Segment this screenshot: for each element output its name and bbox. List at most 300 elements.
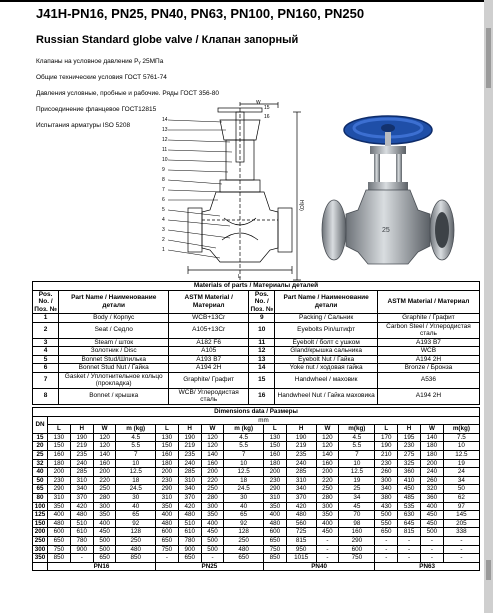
dimension-value: 310 [70, 476, 93, 485]
dimension-value: 140 [93, 450, 116, 459]
dimension-value: 500 [93, 536, 116, 545]
material-cell: Steam / шток [59, 338, 169, 347]
dimension-value: 400 [316, 519, 339, 528]
dimension-value: 310 [48, 493, 71, 502]
dimension-value: 480 [155, 519, 178, 528]
dimension-value: 160 [48, 450, 71, 459]
dimension-value: 150 [155, 442, 178, 451]
dimension-value: 485 [398, 493, 421, 502]
dimension-value: 420 [70, 502, 93, 511]
dimension-value: 480 [70, 511, 93, 520]
dimension-value: 18 [224, 476, 263, 485]
dimension-row [33, 511, 480, 520]
material-cell: Bonnet / крышка [59, 388, 169, 404]
dimension-value: 180 [421, 450, 444, 459]
dimension-value: 450 [93, 528, 116, 537]
drawing-part-number: 7 [162, 187, 165, 193]
dimension-value: 160 [263, 450, 286, 459]
dimension-value: 850 [116, 554, 155, 563]
dimension-value: 19 [339, 476, 375, 485]
material-cell: 1 [33, 314, 59, 323]
material-cell: Yoke nut / ходовая гайка [275, 364, 378, 373]
dimension-value: 725 [286, 528, 316, 537]
dimension-column-label: L [375, 425, 398, 434]
dimension-value: 550 [375, 519, 398, 528]
material-cell: WCB [377, 347, 479, 356]
dimension-value: 350 [316, 511, 339, 520]
dimension-value: 230 [398, 442, 421, 451]
dimension-value: 180 [421, 442, 444, 451]
drawing-dimension-l: L [238, 274, 241, 280]
dimension-value: - [201, 554, 224, 563]
dimension-value: - [421, 536, 444, 545]
drawing-part-number: 15 [264, 105, 270, 111]
dimension-value: 92 [116, 519, 155, 528]
dimension-value: 250 [224, 536, 263, 545]
dimension-value: 285 [70, 468, 93, 477]
dimensions-table [32, 407, 480, 571]
dimension-value: 850 [48, 554, 71, 563]
dimension-column-label: H [70, 425, 93, 434]
dimension-value: 350 [93, 511, 116, 520]
dimension-value: 219 [286, 442, 316, 451]
material-cell: Bonnet Stud/Шпилька [59, 355, 169, 364]
dimension-value: 230 [263, 476, 286, 485]
dimension-value: 120 [201, 433, 224, 442]
dimension-row [33, 433, 480, 442]
dimension-value: 360 [398, 468, 421, 477]
material-cell: 4 [33, 347, 59, 356]
dimension-value: 160 [339, 528, 375, 537]
material-cell: Packing / Сальник [275, 314, 378, 323]
dimension-column-label: m(kg) [339, 425, 375, 434]
material-cell: Handwheel Nut / Гайка маховика [275, 388, 378, 404]
material-cell: 7 [33, 372, 59, 388]
dimension-value: 190 [70, 433, 93, 442]
spec-line: Общие технические условия ГОСТ 5761-74 [36, 74, 167, 81]
dn-value: 32 [33, 459, 48, 468]
dimension-value: 240 [421, 468, 444, 477]
dimension-value: 5.5 [339, 442, 375, 451]
dimension-value: 500 [93, 545, 116, 554]
dimension-value: 62 [443, 493, 479, 502]
dimension-value: 290 [263, 485, 286, 494]
dimension-value: 10 [339, 459, 375, 468]
dimension-value: 260 [375, 468, 398, 477]
dimension-value: 25 [339, 485, 375, 494]
pressure-class-label: PN63 [375, 562, 480, 571]
dimension-value: 275 [398, 450, 421, 459]
dimension-value: 480 [286, 511, 316, 520]
spec-line: Присоединение фланцевое ГОСТ12815 [36, 106, 157, 113]
dimension-value: 430 [375, 502, 398, 511]
dimension-value: 45 [339, 502, 375, 511]
dimension-value: 190 [375, 442, 398, 451]
dimension-value: 290 [339, 536, 375, 545]
dimension-value: 750 [48, 545, 71, 554]
dimension-column-label: m(kg) [443, 425, 479, 434]
unit-label: mm [48, 416, 480, 425]
dimension-value: 92 [224, 519, 263, 528]
dimension-value: 560 [286, 519, 316, 528]
dimension-value: 34 [443, 476, 479, 485]
material-cell: WCB/ Углеродистая сталь [169, 388, 249, 404]
materials-caption: Materials of parts / Материалы деталей [33, 282, 480, 291]
dimension-value: 480 [224, 545, 263, 554]
dimension-value: 400 [48, 511, 71, 520]
dimension-value: 200 [316, 468, 339, 477]
dimension-value: 480 [116, 545, 155, 554]
dimension-value: 230 [375, 459, 398, 468]
material-cell: 14 [249, 364, 275, 373]
dimension-value: 250 [201, 485, 224, 494]
dimension-value: 480 [48, 519, 71, 528]
dimension-value: 250 [116, 536, 155, 545]
dimension-value: 420 [286, 502, 316, 511]
dimension-row [33, 528, 480, 537]
dimension-value: 4.5 [339, 433, 375, 442]
material-cell: 13 [249, 355, 275, 364]
column-header: Part Name / Наименование детали [59, 290, 169, 314]
dimension-value: 350 [48, 502, 71, 511]
dimension-value: 10 [224, 459, 263, 468]
dimension-value: 7.5 [443, 433, 479, 442]
dimension-value: - [316, 554, 339, 563]
dimension-value: 65 [224, 511, 263, 520]
dimension-value: 140 [316, 450, 339, 459]
dimension-row [33, 468, 480, 477]
valve-product-image [308, 106, 478, 281]
material-cell: 5 [33, 355, 59, 364]
dimension-value: 128 [224, 528, 263, 537]
dimension-value: 630 [398, 511, 421, 520]
dimension-value: 650 [263, 536, 286, 545]
dimension-value: 338 [443, 528, 479, 537]
dimension-value: 290 [155, 485, 178, 494]
material-cell: WCB+13Cr [169, 314, 249, 323]
dimension-value: 370 [70, 493, 93, 502]
column-header: Pos. No. / Поз. № [250, 290, 274, 313]
material-cell: A105 [169, 347, 249, 356]
pressure-class-label: PN16 [48, 562, 156, 571]
dimension-value: 40 [116, 502, 155, 511]
dimension-value: 300 [201, 502, 224, 511]
dimension-value: 650 [155, 536, 178, 545]
dimension-value: 240 [70, 459, 93, 468]
material-cell: 16 [249, 388, 275, 404]
dimension-value: 450 [201, 528, 224, 537]
dimension-value: 450 [421, 519, 444, 528]
drawing-dimension-h: H(O) [298, 200, 304, 211]
dimension-value: 350 [155, 502, 178, 511]
column-header: ASTM Material / Материал [377, 290, 479, 314]
material-row [33, 314, 480, 323]
dimension-value: 650 [178, 554, 201, 563]
dimension-value: 7 [224, 450, 263, 459]
material-cell: A194 2H [169, 364, 249, 373]
vertical-scrollbar[interactable] [484, 0, 493, 613]
material-cell: Золотник / Disc [59, 347, 169, 356]
dn-value: 250 [33, 536, 48, 545]
dimension-value: 400 [263, 511, 286, 520]
dimension-value: 280 [93, 493, 116, 502]
dimension-value: 160 [201, 459, 224, 468]
dimension-value: 24.5 [116, 485, 155, 494]
dimension-value: - [443, 554, 479, 563]
dimension-value: 645 [398, 519, 421, 528]
material-cell: Bonnet Stud Nut / Гайка [59, 364, 169, 373]
material-cell: Handwheel / маховик [275, 372, 378, 388]
dimension-value: 410 [398, 476, 421, 485]
column-header: Pos. No. / Поз. № [34, 290, 57, 313]
dimension-column-label: L [155, 425, 178, 434]
dimension-value: 190 [286, 433, 316, 442]
dn-value: 200 [33, 528, 48, 537]
dimension-value: 120 [201, 442, 224, 451]
dimension-value: 205 [443, 519, 479, 528]
drawing-part-number: 16 [264, 114, 270, 120]
drawing-part-number: 14 [162, 117, 168, 123]
valve-section-drawing [160, 100, 330, 285]
dn-value: 300 [33, 545, 48, 554]
dimension-value: 350 [201, 511, 224, 520]
material-cell: 2 [33, 322, 59, 338]
dimension-value: 240 [286, 459, 316, 468]
dimension-value: 750 [155, 545, 178, 554]
dimension-value: - [155, 554, 178, 563]
dimension-value: 600 [48, 528, 71, 537]
dimension-value: 340 [178, 485, 201, 494]
dimension-value: 950 [286, 545, 316, 554]
dimension-value: 10 [116, 459, 155, 468]
dimension-value: 340 [286, 485, 316, 494]
dimension-value: 210 [375, 450, 398, 459]
dimension-value: 235 [70, 450, 93, 459]
dimension-row [33, 545, 480, 554]
dimension-value: 600 [339, 545, 375, 554]
dimension-value: 500 [201, 536, 224, 545]
material-cell: 15 [249, 372, 275, 388]
dimension-value: 650 [93, 554, 116, 563]
dimension-value: 300 [375, 476, 398, 485]
dimension-column-label: W [201, 425, 224, 434]
dimension-value: 510 [178, 519, 201, 528]
dimension-value: 750 [263, 545, 286, 554]
dn-value: 80 [33, 493, 48, 502]
dimension-row [33, 502, 480, 511]
material-row [33, 372, 480, 388]
dimension-value: 145 [443, 511, 479, 520]
material-cell: 6 [33, 364, 59, 373]
dimension-row [33, 442, 480, 451]
footer-spacer [33, 562, 48, 571]
dimension-value: 535 [398, 502, 421, 511]
dimension-value: 325 [398, 459, 421, 468]
dimension-value: 480 [263, 519, 286, 528]
dimension-value: 19 [443, 459, 479, 468]
dimension-value: 150 [48, 442, 71, 451]
dimension-value: 160 [155, 450, 178, 459]
dimension-value: - [316, 545, 339, 554]
dimension-value: 290 [48, 485, 71, 494]
dimension-value: 500 [421, 528, 444, 537]
dimensions-caption: Dimensions data / Размеры [33, 408, 480, 417]
material-cell: A536 [377, 372, 479, 388]
dimension-value: 815 [398, 528, 421, 537]
dimension-value: 650 [224, 554, 263, 563]
dimension-value: 4.5 [224, 433, 263, 442]
dimension-column-label: H [286, 425, 316, 434]
dimension-row [33, 493, 480, 502]
dn-value: 65 [33, 485, 48, 494]
drawing-part-number: 5 [162, 207, 165, 213]
dimension-value: 340 [375, 485, 398, 494]
dimension-value: 12.5 [443, 450, 479, 459]
material-cell: 10 [249, 322, 275, 338]
dn-header: DN [33, 416, 48, 433]
pressure-class-label: PN40 [263, 562, 374, 571]
material-cell: Eyebolts Pin/штифт [275, 322, 378, 338]
dn-value: 20 [33, 442, 48, 451]
dimension-value: 610 [178, 528, 201, 537]
material-cell: Bronze / Бронза [377, 364, 479, 373]
dimension-value: 310 [155, 493, 178, 502]
dimension-value: 600 [263, 528, 286, 537]
dimension-value: 250 [93, 485, 116, 494]
dn-value: 50 [33, 476, 48, 485]
dimension-row [33, 450, 480, 459]
dimension-value: 70 [339, 511, 375, 520]
dn-value: 25 [33, 450, 48, 459]
dimension-value: 24 [443, 468, 479, 477]
dimension-value: 320 [421, 485, 444, 494]
dimension-value: 280 [316, 493, 339, 502]
material-cell: A194 2H [377, 355, 479, 364]
dimension-value: 220 [316, 476, 339, 485]
dimension-value: 219 [70, 442, 93, 451]
dimension-value: 219 [178, 442, 201, 451]
dimension-rows [33, 433, 480, 562]
drawing-part-number: 4 [162, 217, 165, 223]
top-rule [0, 0, 493, 2]
dimension-value: 310 [263, 493, 286, 502]
page-subtitle: Russian Standard globe valve / Клапан запорный [36, 34, 299, 46]
dimension-value: 815 [286, 536, 316, 545]
dimension-value: 50 [443, 485, 479, 494]
drawing-part-number: 10 [162, 157, 168, 163]
dimension-value: 40 [224, 502, 263, 511]
spec-line: Давления условные, пробные и рабочие. Ряды ГОСТ 356-80 [36, 90, 219, 97]
dimension-value: - [421, 554, 444, 563]
dimension-value: 300 [316, 502, 339, 511]
dimension-column-label: H [398, 425, 421, 434]
column-header: Part Name / Наименование детали [275, 290, 378, 314]
dimension-value: - [375, 536, 398, 545]
drawing-part-number: 1 [162, 247, 165, 253]
material-cell: Seat / Седло [59, 322, 169, 338]
dimension-value: 285 [178, 468, 201, 477]
drawing-part-number: 9 [162, 167, 165, 173]
material-cell: 3 [33, 338, 59, 347]
dimension-value: 450 [421, 511, 444, 520]
dimension-value: 5.5 [116, 442, 155, 451]
dimension-value: 220 [93, 476, 116, 485]
dimension-value: 195 [398, 433, 421, 442]
dimension-value: 120 [316, 442, 339, 451]
dimension-value: - [375, 554, 398, 563]
materials-rows [33, 314, 480, 405]
material-row [33, 364, 480, 373]
dimension-value: 30 [116, 493, 155, 502]
dimension-value: 350 [263, 502, 286, 511]
material-row [33, 322, 480, 338]
dimension-value: - [375, 545, 398, 554]
dimension-column-label: m (kg) [224, 425, 263, 434]
drawing-part-number: 6 [162, 197, 165, 203]
dn-value: 100 [33, 502, 48, 511]
material-cell: Eyebolt Nut / Гайка [275, 355, 378, 364]
dimension-value: 250 [316, 485, 339, 494]
dimension-value: 140 [201, 450, 224, 459]
dimension-row [33, 485, 480, 494]
dimension-value: 12.5 [116, 468, 155, 477]
dimension-value: 200 [155, 468, 178, 477]
dimension-value: - [443, 545, 479, 554]
dimension-value: 400 [155, 511, 178, 520]
dimension-value: 160 [93, 459, 116, 468]
dimension-value: 650 [48, 536, 71, 545]
dimension-value: 30 [224, 493, 263, 502]
dimension-row [33, 554, 480, 563]
dimension-value: - [316, 536, 339, 545]
dimension-value: 900 [178, 545, 201, 554]
material-cell: 12 [249, 347, 275, 356]
dimension-value: 360 [421, 493, 444, 502]
dimension-value: 500 [375, 511, 398, 520]
dimension-value: 235 [178, 450, 201, 459]
dimension-value: 12.5 [224, 468, 263, 477]
cast-body-marking: 25 [382, 227, 390, 234]
dimension-value: 18 [116, 476, 155, 485]
material-cell: A105+13Cr [169, 322, 249, 338]
dimension-value: 170 [375, 433, 398, 442]
dimension-value: 120 [316, 433, 339, 442]
drawing-part-number: 8 [162, 177, 165, 183]
dimension-value: 230 [155, 476, 178, 485]
pressure-class-footer [33, 562, 480, 571]
material-cell: 8 [33, 388, 59, 404]
drawing-part-number: 11 [162, 147, 168, 153]
dimension-value: - [398, 536, 421, 545]
dimension-column-label: W [316, 425, 339, 434]
dimension-value: 300 [93, 502, 116, 511]
dimension-value: 97 [443, 502, 479, 511]
dn-value: 40 [33, 468, 48, 477]
dimension-value: 130 [48, 433, 71, 442]
page-title: J41H-PN16, PN25, PN40, PN63, PN100, PN160, PN250 [36, 6, 365, 21]
spec-line: Испытания арматуры ISO 5208 [36, 122, 131, 129]
dimension-value: 400 [421, 502, 444, 511]
dimension-value: 900 [70, 545, 93, 554]
pressure-class-label: PN25 [155, 562, 263, 571]
dimension-value: 128 [116, 528, 155, 537]
dimension-value: 130 [263, 433, 286, 442]
dimension-value: - [443, 536, 479, 545]
material-cell: Gland/крышка сальника [275, 347, 378, 356]
dimension-value: 1015 [286, 554, 316, 563]
material-cell: Body / Корпус [59, 314, 169, 323]
material-cell: A193 B7 [169, 355, 249, 364]
